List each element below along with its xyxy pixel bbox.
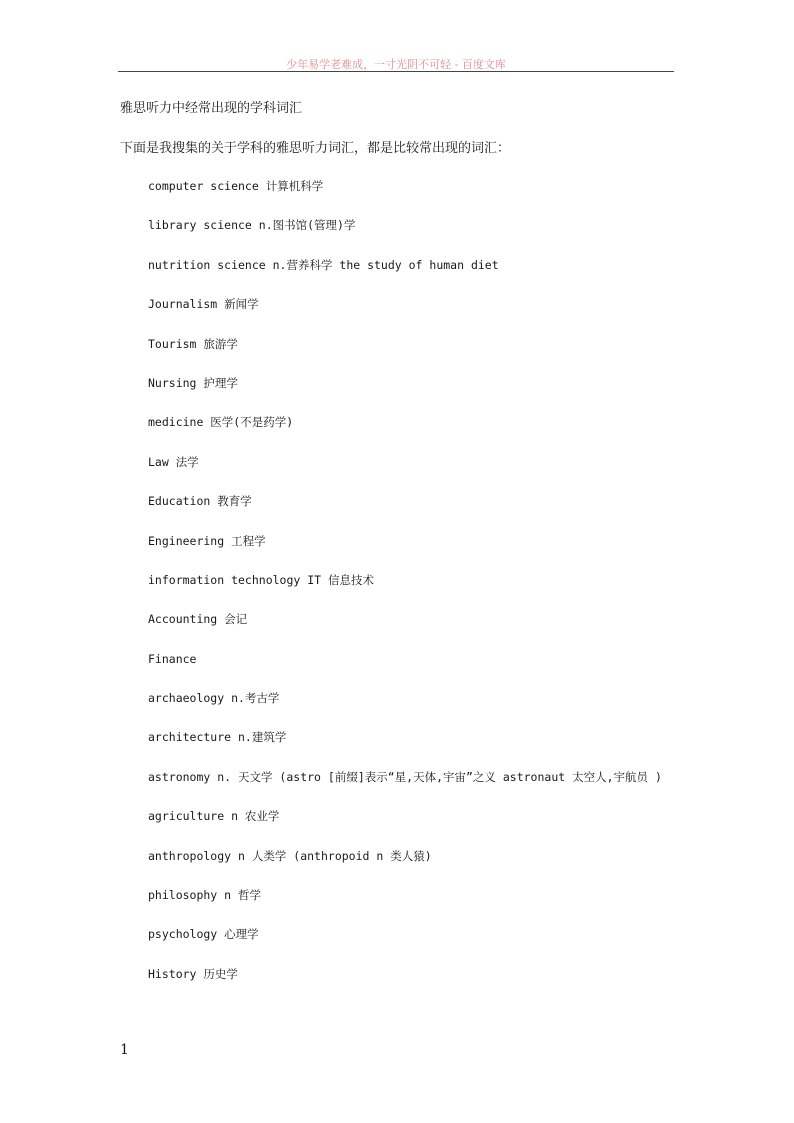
- vocab-entry: Law 法学: [148, 454, 199, 469]
- page-number: 1: [120, 1042, 129, 1058]
- intro-paragraph: 下面是我搜集的关于学科的雅思听力词汇，都是比较常出现的词汇：: [120, 141, 511, 156]
- vocab-entry: medicine 医学(不是药学): [148, 415, 294, 430]
- vocab-entry: Accounting 会记: [148, 612, 248, 627]
- document-title: 雅思听力中经常出现的学科词汇: [120, 101, 303, 116]
- vocab-entry: Finance: [148, 651, 197, 666]
- vocab-entry: Journalism 新闻学: [148, 297, 259, 312]
- vocab-entry: Nursing 护理学: [148, 375, 238, 390]
- vocab-entry: architecture n.建筑学: [148, 730, 287, 745]
- vocab-entry: astronomy n. 天文学 (astro [前缀]表示“星,天体,宇宙”之义 astronaut 太空人,宇航员 ): [148, 769, 662, 784]
- vocab-entry: History 历史学: [148, 966, 238, 981]
- vocab-entry: library science n.图书馆(管理)学: [148, 218, 356, 233]
- vocab-entry: computer science 计算机科学: [148, 179, 324, 193]
- page-header-text: 少年易学老难成，一寸光阴不可轻 - 百度文库: [286, 58, 506, 71]
- vocab-entry: information technology IT 信息技术: [148, 572, 375, 587]
- vocab-entry: Education 教育学: [148, 494, 252, 509]
- vocab-entry: agriculture n 农业学: [148, 809, 280, 824]
- vocab-entry: psychology 心理学: [148, 927, 259, 942]
- vocab-entry: philosophy n 哲学: [148, 888, 262, 903]
- header-divider: [118, 71, 674, 72]
- vocabulary-list: [120, 176, 680, 1003]
- vocab-entry: nutrition science n.营养科学 the study of human diet: [148, 257, 499, 272]
- vocab-entry: anthropology n 人类学 (anthropoid n 类人猿): [148, 848, 432, 863]
- vocab-entry: Engineering 工程学: [148, 533, 266, 548]
- vocab-entry: archaeology n.考古学: [148, 691, 280, 706]
- vocab-entry: Tourism 旅游学: [148, 336, 238, 351]
